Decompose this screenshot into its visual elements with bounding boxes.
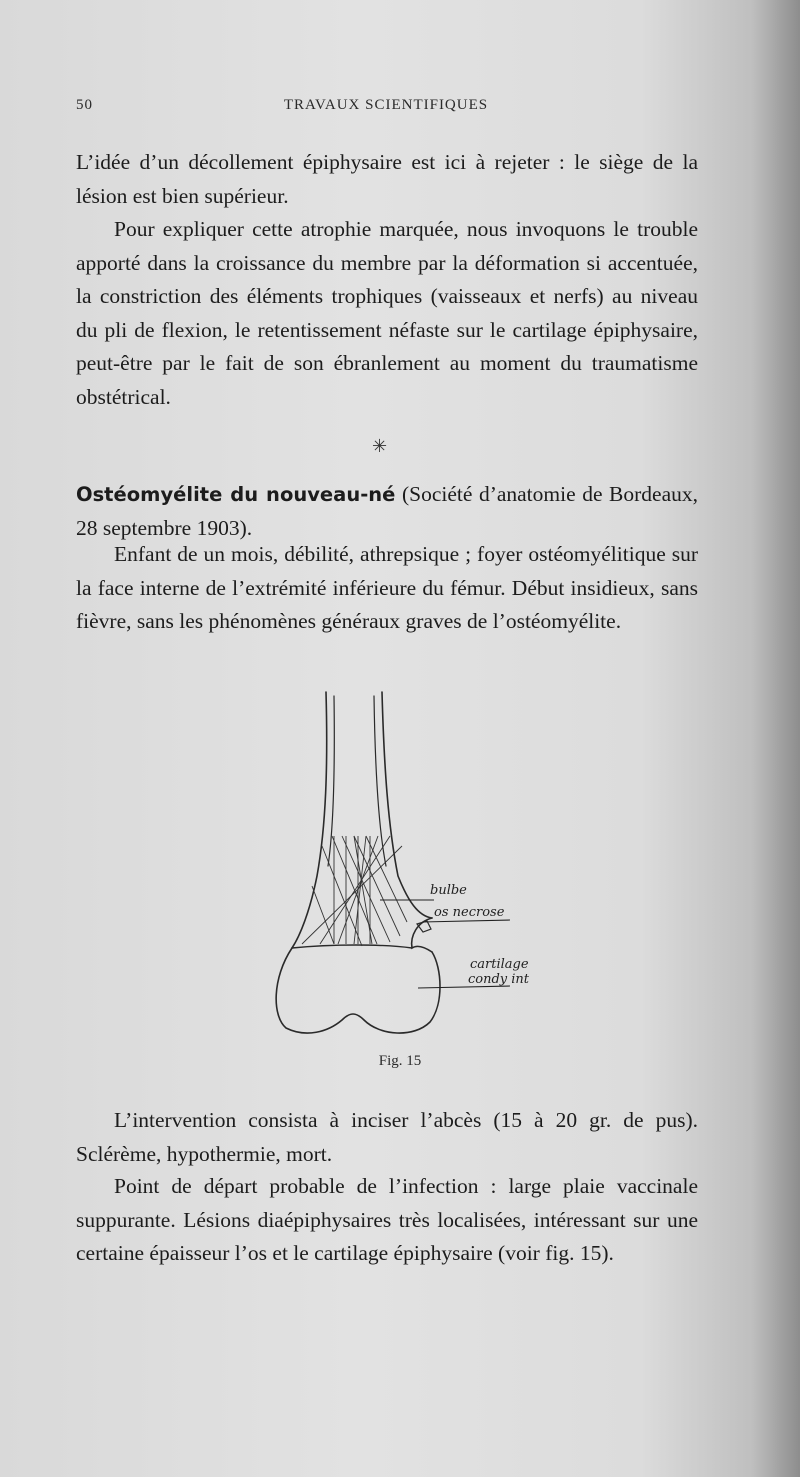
label-bulbe: bulbe	[430, 883, 467, 898]
metaphysis-hatching	[302, 836, 407, 946]
femur-drawing	[262, 686, 530, 1056]
section-heading-paragraph	[76, 478, 698, 545]
page-number: 50	[76, 97, 93, 113]
femur-right-outline	[382, 692, 432, 918]
femur-left-outline	[292, 692, 327, 948]
leader-os-necrose	[422, 920, 510, 922]
label-os-necrose: os necrose	[434, 905, 505, 920]
femur-right-inner	[374, 696, 386, 866]
section-reference: (Société d’anatomie de Bordeaux, 28 septembre 1903).	[76, 482, 698, 540]
paragraph-1: L’idée d’un décollement épiphysaire est ici à rejeter : le siège de la lésion est bien supérieur.	[76, 150, 698, 208]
paragraph-2: Pour expliquer cette atrophie marquée, nous invoquons le trouble apporté dans la croissance du membre par la déformation si accentuée, la constriction des éléments trophiques (vaisseaux et nerfs) au niveau du pli de flexion, le retentissement néfaste sur le cartilage épiphysaire, peut-être par le fait de son ébranlement au moment du traumatisme obstétrical.	[76, 217, 698, 409]
label-condyle: condy int	[468, 972, 530, 987]
figure-caption: Fig. 15	[378, 1053, 422, 1069]
paragraph-4: L’intervention consista à inciser l’abcès (15 à 20 gr. de pus). Sclérème, hypothermie, mort.	[76, 1108, 698, 1166]
running-header	[76, 97, 696, 121]
paragraph-5: Point de départ probable de l’infection : large plaie vaccinale suppurante. Lésions diaépiphysaires très localisées, intéressant sur une certaine épaisseur l’os et le cartilage épiphysaire (voir fig. 15).	[76, 1174, 698, 1265]
epiphyseal-line	[292, 945, 412, 948]
necrotic-fragment	[417, 921, 431, 932]
femur-condyles	[276, 948, 440, 1033]
femur-left-inner	[328, 696, 334, 866]
section-title: Ostéomyélite du nouveau-né	[76, 483, 396, 506]
section-separator-asterisk: ✳	[372, 436, 388, 457]
paragraph-3: Enfant de un mois, débilité, athrepsique ; foyer ostéomyélitique sur la face interne de l’extrémité inférieure du fémur. Début insidieux, sans fièvre, sans les phénomènes généraux graves de l’ostéomyélite.	[76, 542, 698, 633]
femur-figure	[262, 686, 530, 1056]
label-cartilage: cartilage	[470, 957, 529, 972]
running-title: TRAVAUX SCIENTIFIQUES	[283, 97, 489, 113]
